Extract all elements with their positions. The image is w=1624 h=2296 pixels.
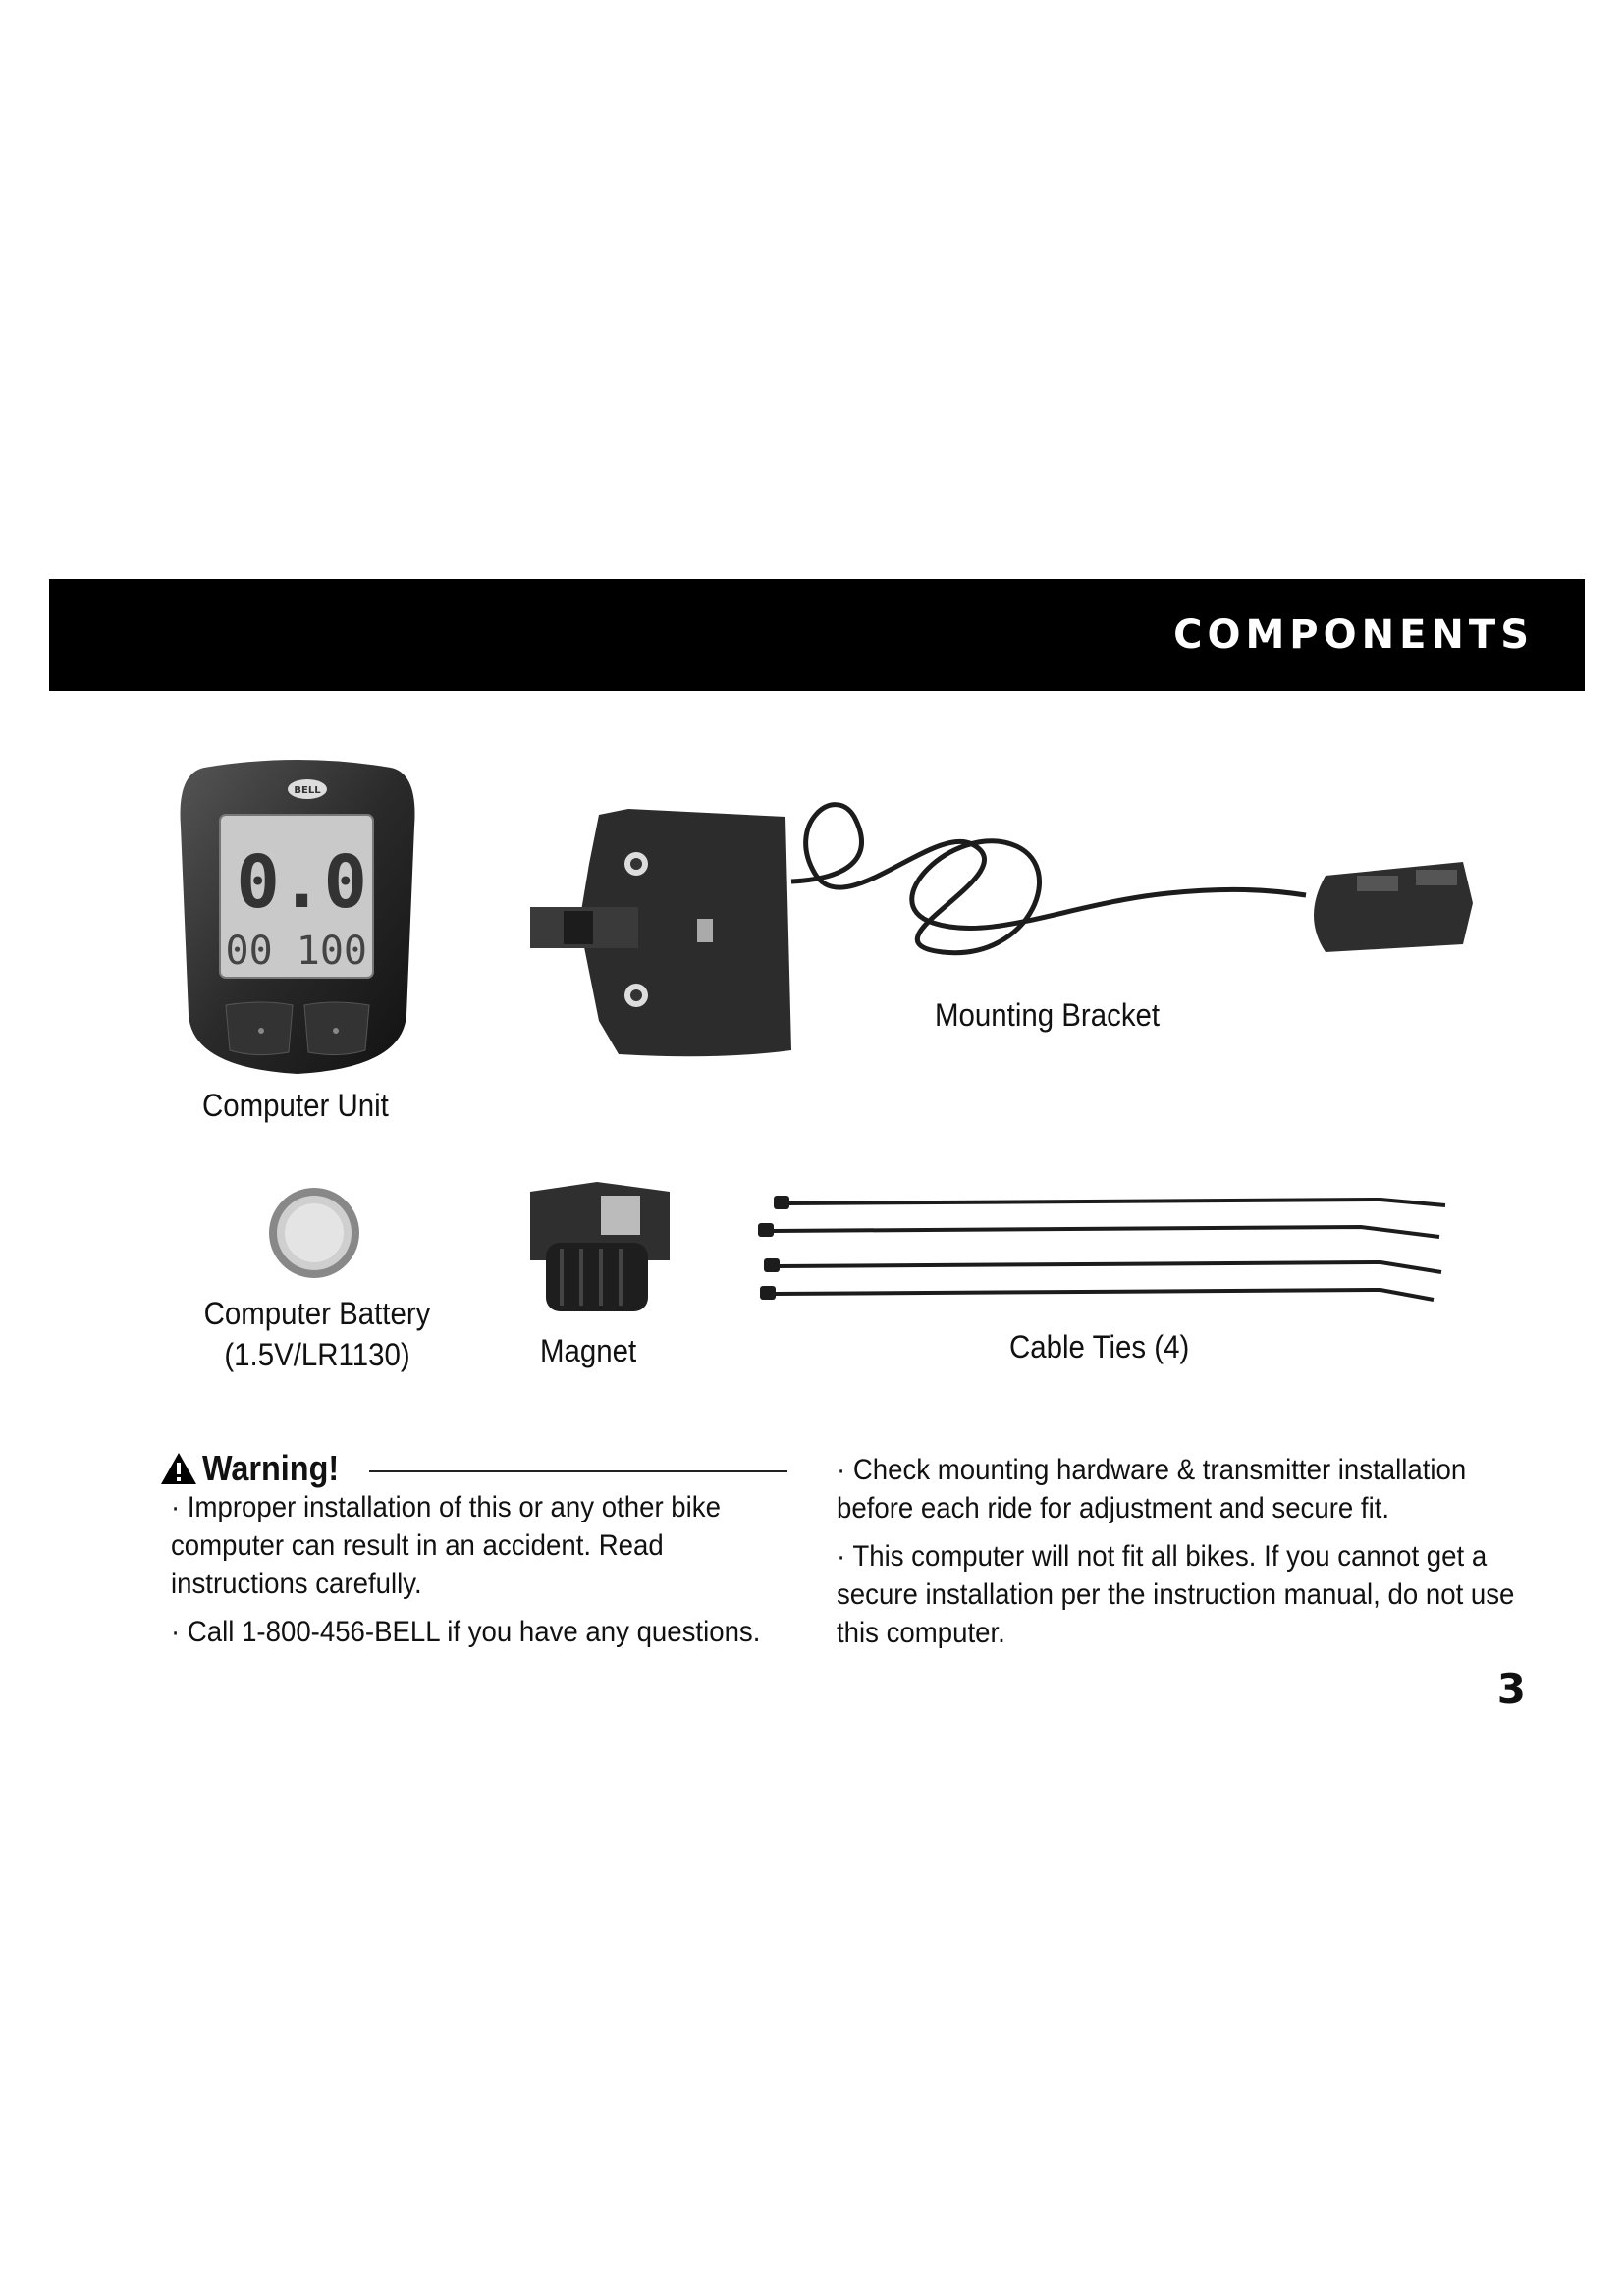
brand-logo: BELL [294,785,321,796]
warning-item: · Call 1-800-456-BELL if you have any questions. [171,1616,761,1648]
cable-ties-image [752,1184,1451,1311]
cable-ties-label: Cable Ties (4) [1009,1329,1190,1364]
warning-title: Warning! [202,1448,340,1488]
warning-heading [159,1448,354,1489]
page-title: COMPONENTS [1173,613,1534,658]
warning-left-column [171,1488,799,1661]
battery-label-line2: (1.5V/LR1130) [224,1337,410,1372]
display-secondary: 00 100 [225,929,367,974]
mounting-bracket-label: Mounting Bracket [935,997,1161,1033]
magnet-label: Magnet [540,1333,637,1368]
warning-item: · Improper installation of this or any other bike computer can result in an accident. Read instructions carefully. [171,1491,721,1600]
magnet-image [528,1178,674,1315]
warning-right-column [837,1451,1515,1662]
computer-unit-label: Computer Unit [202,1088,389,1123]
header-bar [49,579,1585,691]
warning-triangle-icon [159,1451,198,1486]
battery-label-line1: Computer Battery [203,1296,431,1331]
computer-unit-image [175,758,420,1078]
warning-item: · This computer will not fit all bikes. If you cannot get a secure installation per the instruction manual, do not use this computer. [837,1540,1515,1649]
battery-image [267,1186,361,1280]
warning-item: · Check mounting hardware & transmitter installation before each ride for adjustment and secure fit. [837,1454,1467,1524]
warning-divider [369,1470,787,1472]
display-speed: 0.0 [236,840,367,925]
page-number: 3 [1496,1665,1526,1713]
